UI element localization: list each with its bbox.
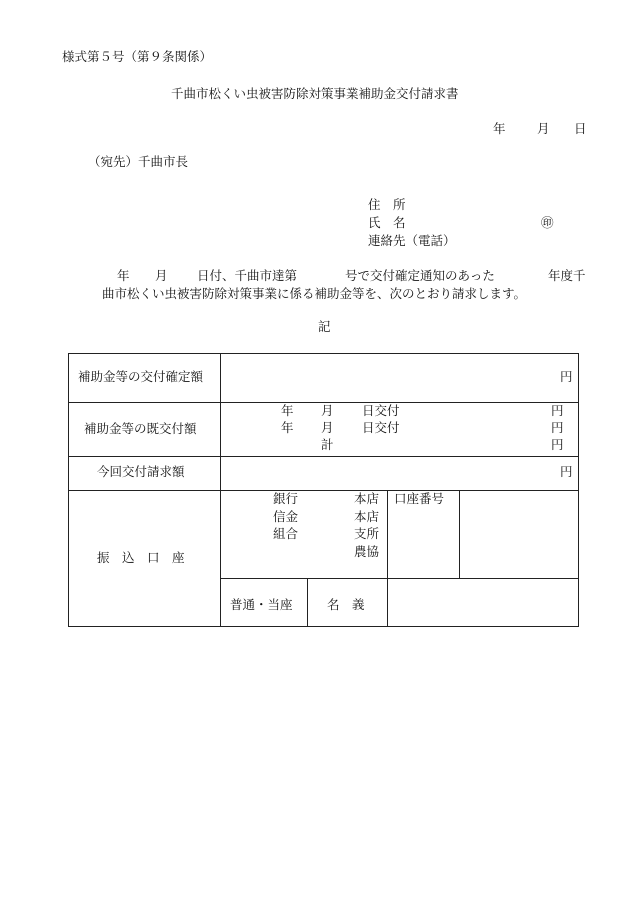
installment-2-day: 日交付 — [362, 420, 400, 435]
contact-label: 連絡先（電話） — [368, 233, 456, 248]
installment-2-month: 月 — [321, 420, 334, 435]
body-fiscal-year: 年度千 — [548, 268, 586, 283]
branch-type-3: 支所 — [354, 526, 380, 541]
body-line-2: 曲市松くい虫被害防除対策事業に係る補助金等を、次のとおり請求します。 — [102, 286, 527, 301]
date-day-label: 日 — [574, 121, 587, 136]
bank-type-kumiai: 組合 — [273, 526, 299, 541]
row-paid-amount-label: 補助金等の既交付額 — [84, 421, 197, 436]
row-confirmed-amount-yen: 円 — [560, 369, 573, 384]
row-current-request-label: 今回交付請求額 — [97, 464, 185, 479]
address-label: 住 所 — [368, 197, 406, 212]
installment-1-yen: 円 — [551, 403, 564, 418]
branch-type-1: 本店 — [354, 491, 380, 506]
date-year-label: 年 — [493, 121, 506, 136]
installment-1-month: 月 — [321, 403, 334, 418]
row-transfer-account-label: 振 込 口 座 — [97, 550, 185, 565]
bank-type-bank: 銀行 — [273, 491, 299, 506]
branch-type-4: 農協 — [354, 544, 380, 559]
addressee: （宛先）千曲市長 — [88, 154, 189, 169]
seal-mark: ㊞ — [541, 215, 554, 230]
branch-type-2: 本店 — [354, 509, 380, 524]
ki-heading: 記 — [318, 319, 331, 334]
date-month-label: 月 — [537, 121, 550, 136]
body-year: 年 — [117, 268, 130, 283]
installment-1-year: 年 — [281, 403, 294, 418]
body-day-ref: 日付、千曲市達第 — [197, 268, 298, 283]
form-number: 様式第５号（第９条関係） — [62, 49, 213, 64]
total-label: 計 — [321, 437, 334, 452]
row-confirmed-amount-label: 補助金等の交付確定額 — [78, 369, 204, 384]
installment-2-yen: 円 — [551, 420, 564, 435]
body-month: 月 — [155, 268, 168, 283]
document-title: 千曲市松くい虫被害防除対策事業補助金交付請求書 — [171, 86, 459, 101]
account-type-label: 普通・当座 — [230, 597, 293, 612]
bank-type-shinkin: 信金 — [273, 509, 299, 524]
total-yen: 円 — [551, 437, 564, 452]
name-label: 氏 名 — [368, 215, 406, 230]
body-number-ref: 号で交付確定通知のあった — [345, 268, 495, 283]
account-name-label: 名 義 — [327, 597, 365, 612]
installment-2-year: 年 — [281, 420, 294, 435]
installment-1-day: 日交付 — [362, 403, 400, 418]
account-number-label: 口座番号 — [394, 491, 445, 506]
row-current-request-yen: 円 — [560, 464, 573, 479]
